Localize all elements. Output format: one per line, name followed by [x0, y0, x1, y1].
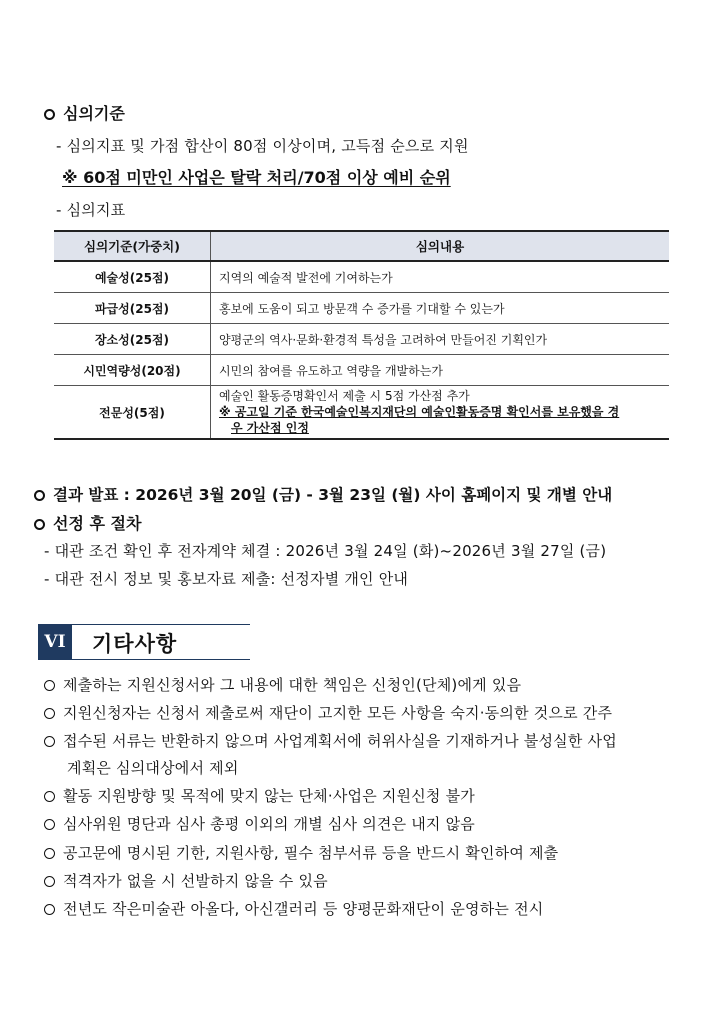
criteria-intro: - 심의지표 및 가점 합산이 80점 이상이며, 고득점 순으로 지원: [56, 137, 469, 155]
table-header-criterion: 심의기준(가중치): [54, 231, 211, 261]
criteria-heading: 심의기준: [44, 101, 125, 124]
table-row: [54, 386, 669, 440]
circle-bullet-icon: [44, 680, 55, 691]
misc-item: 활동 지원방향 및 목적에 맞지 않는 단체·사업은 지원신청 불가: [44, 785, 475, 806]
circle-bullet-icon: [44, 876, 55, 887]
expertise-note-line: ※ 공고일 기준 한국예술인복지재단의 예술인활동증명 확인서를 보유했을 경: [219, 405, 620, 419]
result-announcement: 결과 발표 : 2026년 3월 20일 (금) - 3월 23일 (월) 사이 홈페이지 및 개별 안내: [34, 483, 612, 505]
selection-heading: 선정 후 절차: [34, 511, 141, 534]
misc-item: 접수된 서류는 반환하지 않으며 사업계획서에 허위사실을 기재하거나 불성실한 사업: [44, 730, 617, 751]
table-cell-criterion: 전문성(5점): [54, 386, 211, 440]
table-cell-criterion: 시민역량성(20점): [54, 355, 211, 386]
criteria-note: ※ 60점 미만인 사업은 탈락 처리/70점 이상 예비 순위: [62, 168, 451, 187]
circle-bullet-icon: [44, 109, 55, 120]
table-cell-criterion: 파급성(25점): [54, 293, 211, 324]
circle-bullet-icon: [44, 791, 55, 802]
circle-bullet-icon: [34, 490, 45, 501]
criteria-table: [54, 230, 669, 440]
circle-bullet-icon: [34, 519, 45, 530]
table-cell-content: 지역의 예술적 발전에 기여하는가: [211, 261, 670, 293]
table-row: [54, 324, 669, 355]
table-row: [54, 355, 669, 386]
selection-item: - 대관 전시 정보 및 홍보자료 제출: 선정자별 개인 안내: [44, 570, 409, 588]
table-cell-criterion: 장소성(25점): [54, 324, 211, 355]
circle-bullet-icon: [44, 736, 55, 747]
circle-bullet-icon: [44, 819, 55, 830]
misc-item: 제출하는 지원신청서와 그 내용에 대한 책임은 신청인(단체)에게 있음: [44, 674, 521, 695]
misc-item: 적격자가 없을 시 선발하지 않을 수 있음: [44, 870, 328, 891]
misc-item-cont: 계획은 심의대상에서 제외: [67, 759, 239, 777]
table-cell-content: 시민의 참여를 유도하고 역량을 개발하는가: [211, 355, 670, 386]
section-number: VI: [38, 625, 72, 659]
misc-item: 공고문에 명시된 기한, 지원사항, 필수 첨부서류 등을 반드시 확인하여 제출: [44, 842, 558, 863]
table-cell-content: 홍보에 도움이 되고 방문객 수 증가를 기대할 수 있는가: [211, 293, 670, 324]
expertise-note-line-cont: 우 가산점 인정: [231, 421, 309, 435]
misc-item: 전년도 작은미술관 아올다, 아신갤러리 등 양평문화재단이 운영하는 전시: [44, 898, 543, 919]
table-cell-content: 양평군의 역사·문화·환경적 특성을 고려하여 만들어진 기획인가: [211, 324, 670, 355]
circle-bullet-icon: [44, 848, 55, 859]
circle-bullet-icon: [44, 904, 55, 915]
criteria-sub: - 심의지표: [56, 201, 126, 219]
selection-item: - 대관 조건 확인 후 전자계약 체결 : 2026년 3월 24일 (화)~2026년 3월 27일 (금): [44, 542, 607, 560]
table-header-row: [54, 231, 669, 261]
expertise-line: 예술인 활동증명확인서 제출 시 5점 가산점 추가: [219, 389, 470, 403]
table-cell-content: [211, 386, 670, 440]
table-row: [54, 293, 669, 324]
circle-bullet-icon: [44, 708, 55, 719]
table-header-content: 심의내용: [211, 231, 670, 261]
misc-item: 심사위원 명단과 심사 총평 이외의 개별 심사 의견은 내지 않음: [44, 813, 475, 834]
section-rule-bottom: [38, 659, 250, 660]
section-title: 기타사항: [92, 632, 178, 656]
misc-item: 지원신청자는 신청서 제출로써 재단이 고지한 모든 사항을 숙지·동의한 것으로 간주: [44, 702, 612, 723]
table-cell-criterion: 예술성(25점): [54, 261, 211, 293]
table-row: [54, 261, 669, 293]
